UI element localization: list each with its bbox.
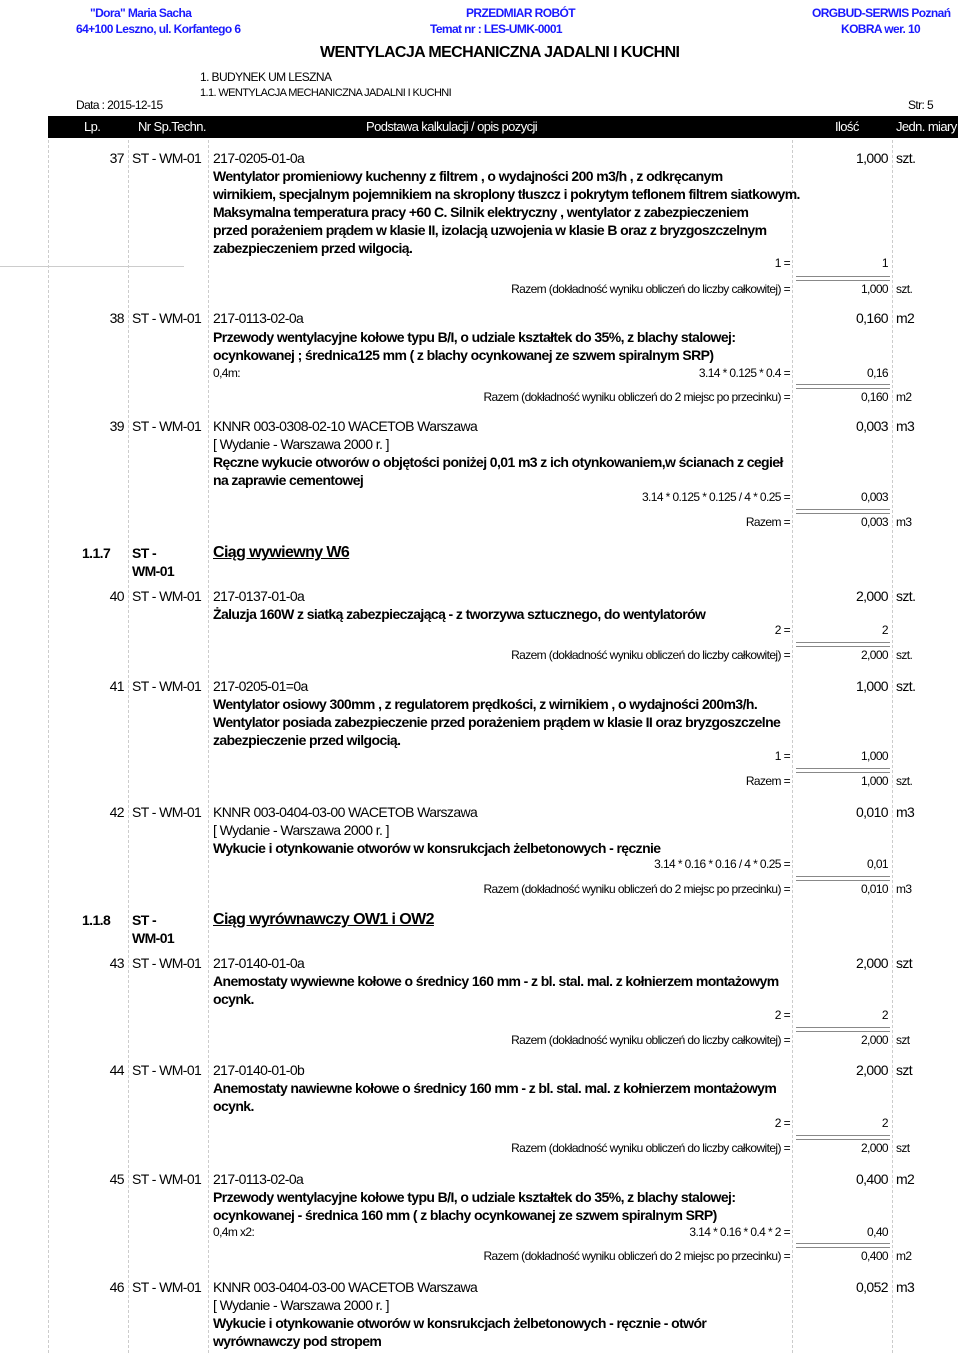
row-spec-number: ST - WM-01: [132, 588, 202, 604]
row-description: na zaprawie cementowej: [213, 472, 364, 488]
total-unit: szt.: [896, 774, 913, 788]
column-guide: [892, 140, 893, 1353]
document-date: Data : 2015-12-15: [76, 98, 163, 112]
row-description: Przewody wentylacyjne kołowe typu B/I, o udziale kształtek do 35%, z blachy stalowej:: [213, 329, 736, 345]
row-unit: m2: [896, 1171, 915, 1187]
row-description: Wentylator posiada zabezpieczenie przed porażeniem prądem w klasie II oraz bryzgoszczelne: [213, 714, 781, 730]
column-guide: [128, 140, 129, 1353]
total-unit: m3: [896, 882, 912, 896]
row-description: wirnikiem, specjalnym pojemnikiem na skroplony tłuszcz i pokrytym teflonem filtrem siatkowym.: [213, 186, 800, 202]
total-unit: m2: [896, 1249, 912, 1263]
row-lp: 37: [109, 150, 124, 166]
calc-value: 0,01: [867, 857, 888, 871]
calc-formula: 3.14 * 0.16 * 0.16 / 4 * 0.25 =: [654, 857, 790, 871]
row-code: 217-0113-02-0a: [213, 310, 304, 326]
row-spec-number: ST - WM-01: [132, 310, 202, 326]
row-quantity: 0,003: [855, 418, 888, 434]
section-spec-line1: ST -: [132, 545, 157, 561]
row-lp: 44: [109, 1062, 124, 1078]
row-description: Wentylator osiowy 300mm , z regulatorem prędkości, z wirnikiem , o wydajności 200m3/h.: [213, 696, 758, 712]
row-lp: 40: [109, 588, 124, 604]
total-underline: [796, 1243, 890, 1248]
col-spec-number: Nr Sp.Techn.: [138, 119, 206, 134]
col-unit: Jedn. miary: [896, 119, 957, 134]
row-lp: 41: [109, 678, 124, 694]
total-label: Razem (dokładność wyniku obliczeń do 2 miejsc po przecinku) =: [483, 1249, 790, 1263]
total-underline: [796, 768, 890, 773]
row-description: Przewody wentylacyjne kołowe typu B/I, o udziale kształtek do 35%, z blachy stalowej:: [213, 1189, 736, 1205]
row-lp: 46: [109, 1279, 124, 1295]
row-spec-number: ST - WM-01: [132, 955, 202, 971]
row-description: Maksymalna temperatura pracy +60 C. Silnik elektryczny , wentylator z zabezpieczeniem: [213, 204, 749, 220]
row-unit: szt.: [896, 150, 916, 166]
row-unit: szt.: [896, 588, 916, 604]
row-spec-number: ST - WM-01: [132, 418, 202, 434]
column-header-bar: [48, 116, 958, 138]
row-quantity: 1,000: [855, 678, 888, 694]
calc-formula: 3.14 * 0.125 * 0.125 / 4 * 0.25 =: [641, 490, 790, 504]
row-description: Żaluzja 160W z siatką zabezpieczającą - z tworzywa sztucznego, do wentylatorów: [213, 606, 706, 622]
row-description: Ręczne wykucie otworów o objętości poniżej 0,01 m3 z ich otynkowaniem,w ścianach z cegieł: [213, 454, 783, 470]
breadcrumb-level-2: 1.1. WENTYLACJA MECHANICZNA JADALNI I KUCHNI: [200, 87, 452, 99]
total-underline: [796, 1027, 890, 1032]
row-code: KNNR 003-0404-03-00 WACETOB Warszawa: [213, 1279, 478, 1295]
row-spec-number: ST - WM-01: [132, 1062, 202, 1078]
section-title: Ciąg wyrównawczy OW1 i OW2: [213, 911, 434, 928]
row-spec-number: ST - WM-01: [132, 1171, 202, 1187]
row-code: KNNR 003-0404-03-00 WACETOB Warszawa: [213, 804, 478, 820]
row-description: Wykucie i otynkowanie otworów w konsrukcjach żelbetonowych - ręcznie - otwór: [213, 1315, 707, 1331]
page-title: WENTYLACJA MECHANICZNA JADALNI I KUCHNI: [320, 44, 680, 61]
page-number: Str: 5: [908, 98, 934, 112]
software-company: ORGBUD-SERWIS Poznań: [812, 6, 951, 20]
total-value: 0,003: [860, 515, 888, 529]
total-unit: m2: [896, 390, 912, 404]
row-description: ocynkowanej - średnica 160 mm ( z blachy ocynkowanej ze szwem spiralnym SRP): [213, 1207, 717, 1223]
total-label: Razem =: [745, 774, 790, 788]
column-guide: [208, 140, 209, 1353]
row-edition: [ Wydanie - Warszawa 2000 r. ]: [213, 822, 389, 838]
row-description: ocynkowanej ; średnica125 mm ( z blachy ocynkowanej ze szwem spiralnym SRP): [213, 347, 714, 363]
total-label: Razem (dokładność wyniku obliczeń do 2 miejsc po przecinku) =: [483, 390, 790, 404]
calc-formula: 1 =: [774, 749, 790, 763]
total-unit: szt: [896, 1141, 910, 1155]
row-spec-number: ST - WM-01: [132, 804, 202, 820]
row-unit: m2: [896, 310, 915, 326]
row-code: 217-0140-01-0b: [213, 1062, 305, 1078]
row-unit: m3: [896, 804, 915, 820]
calc-formula: 2 =: [774, 1116, 790, 1130]
row-edition: [ Wydanie - Warszawa 2000 r. ]: [213, 436, 389, 452]
calc-value: 1,000: [860, 749, 888, 763]
software-version: KOBRA wer. 10: [841, 22, 921, 36]
section-title: Ciąg wywiewny W6: [213, 544, 350, 561]
calc-formula: 1 =: [774, 256, 790, 270]
total-label: Razem (dokładność wyniku obliczeń do liczby całkowitej) =: [511, 648, 790, 662]
row-lp: 45: [109, 1171, 124, 1187]
total-unit: szt.: [896, 282, 913, 296]
row-quantity: 2,000: [855, 955, 888, 971]
row-lp: 42: [109, 804, 124, 820]
total-value: 0,160: [860, 390, 888, 404]
row-quantity: 0,010: [855, 804, 888, 820]
section-number: 1.1.7: [82, 545, 111, 561]
total-value: 1,000: [860, 774, 888, 788]
margin-rule: [0, 266, 184, 267]
total-value: 2,000: [860, 648, 888, 662]
total-unit: szt.: [896, 648, 913, 662]
row-spec-number: ST - WM-01: [132, 150, 202, 166]
col-quantity: Ilość: [835, 119, 859, 134]
calc-value: 2: [881, 1116, 888, 1130]
row-description: Anemostaty wywiewne kołowe o średnicy 160 mm - z bl. stal. mal. z kołnierzem montażowym: [213, 973, 779, 989]
calc-value: 0,16: [867, 366, 888, 380]
calc-formula: 3.14 * 0.16 * 0.4 * 2 =: [689, 1225, 790, 1239]
row-code: 217-0113-02-0a: [213, 1171, 304, 1187]
column-guide: [48, 140, 49, 1353]
calc-formula: 3.14 * 0.125 * 0.4 =: [698, 366, 790, 380]
total-underline: [796, 276, 890, 281]
row-lp: 43: [109, 955, 124, 971]
row-code: KNNR 003-0308-02-10 WACETOB Warszawa: [213, 418, 478, 434]
total-value: 2,000: [860, 1141, 888, 1155]
total-underline: [796, 1135, 890, 1140]
total-underline: [796, 384, 890, 389]
total-underline: [796, 876, 890, 881]
calc-prefix: 0,4m x2:: [213, 1225, 255, 1239]
row-description: ocynk.: [213, 1098, 254, 1114]
total-underline: [796, 509, 890, 514]
row-unit: szt: [896, 955, 913, 971]
calc-value: 2: [881, 1008, 888, 1022]
row-description: Anemostaty nawiewne kołowe o średnicy 160 mm - z bl. stal. mal. z kołnierzem montażowym: [213, 1080, 777, 1096]
calc-formula: 2 =: [774, 623, 790, 637]
row-unit: szt: [896, 1062, 913, 1078]
total-unit: szt: [896, 1033, 910, 1047]
breadcrumb-level-1: 1. BUDYNEK UM LESZNA: [200, 70, 332, 84]
total-label: Razem (dokładność wyniku obliczeń do liczby całkowitej) =: [511, 1033, 790, 1047]
total-label: Razem (dokładność wyniku obliczeń do liczby całkowitej) =: [511, 1141, 790, 1155]
company-name: "Dora" Maria Sacha: [90, 6, 192, 20]
company-address: 64+100 Leszno, ul. Korfantego 6: [76, 22, 241, 36]
row-description: przed porażeniem prądem w klasie II, izolacją uzwojenia w klasie B oraz z bryzgoszczelnym: [213, 222, 767, 238]
total-value: 2,000: [860, 1033, 888, 1047]
row-code: 217-0205-01=0a: [213, 678, 308, 694]
total-value: 0,010: [860, 882, 888, 896]
total-label: Razem (dokładność wyniku obliczeń do 2 miejsc po przecinku) =: [483, 882, 790, 896]
subject-number: Temat nr : LES-UMK-0001: [430, 22, 563, 36]
row-edition: [ Wydanie - Warszawa 2000 r. ]: [213, 1297, 389, 1313]
row-description: Wykucie i otynkowanie otworów w konsrukcjach żelbetonowych - ręcznie: [213, 840, 661, 856]
column-guide: [792, 140, 793, 1353]
row-quantity: 0,400: [855, 1171, 888, 1187]
row-quantity: 0,052: [855, 1279, 888, 1295]
section-spec-line1: ST -: [132, 912, 157, 928]
row-description: Wentylator promieniowy kuchenny z filtrem , o wydajności 200 m3/h , z odkręcanym: [213, 168, 723, 184]
row-code: 217-0205-01-0a: [213, 150, 305, 166]
col-basis-description: Podstawa kalkulacji / opis pozycji: [366, 119, 538, 134]
total-underline: [796, 642, 890, 647]
total-unit: m3: [896, 515, 912, 529]
calc-value: 0,40: [867, 1225, 888, 1239]
row-quantity: 1,000: [855, 150, 888, 166]
total-label: Razem =: [745, 515, 790, 529]
section-number: 1.1.8: [82, 912, 111, 928]
total-value: 0,400: [860, 1249, 888, 1263]
row-lp: 39: [109, 418, 124, 434]
total-value: 1,000: [860, 282, 888, 296]
section-spec-line2: WM-01: [132, 563, 175, 579]
row-unit: m3: [896, 418, 915, 434]
row-unit: m3: [896, 1279, 915, 1295]
row-lp: 38: [109, 310, 124, 326]
calc-value: 2: [881, 623, 888, 637]
row-quantity: 2,000: [855, 588, 888, 604]
col-lp: Lp.: [84, 119, 101, 134]
row-spec-number: ST - WM-01: [132, 1279, 202, 1295]
row-unit: szt.: [896, 678, 916, 694]
row-spec-number: ST - WM-01: [132, 678, 202, 694]
row-code: 217-0137-01-0a: [213, 588, 305, 604]
row-description: wyrównawczy pod stropem: [213, 1333, 382, 1349]
row-quantity: 2,000: [855, 1062, 888, 1078]
row-description: zabezpieczeniem przed wilgocią.: [213, 240, 413, 256]
calc-formula: 2 =: [774, 1008, 790, 1022]
row-description: zabezpieczenie przed wilgocią.: [213, 732, 401, 748]
section-spec-line2: WM-01: [132, 930, 175, 946]
document-type: PRZEDMIAR ROBÓT: [466, 6, 575, 20]
calc-prefix: 0,4m:: [213, 366, 241, 380]
calc-value: 0,003: [860, 490, 888, 504]
row-description: ocynk.: [213, 991, 254, 1007]
total-label: Razem (dokładność wyniku obliczeń do liczby całkowitej) =: [511, 282, 790, 296]
calc-value: 1: [881, 256, 888, 270]
row-code: 217-0140-01-0a: [213, 955, 305, 971]
row-quantity: 0,160: [855, 310, 888, 326]
